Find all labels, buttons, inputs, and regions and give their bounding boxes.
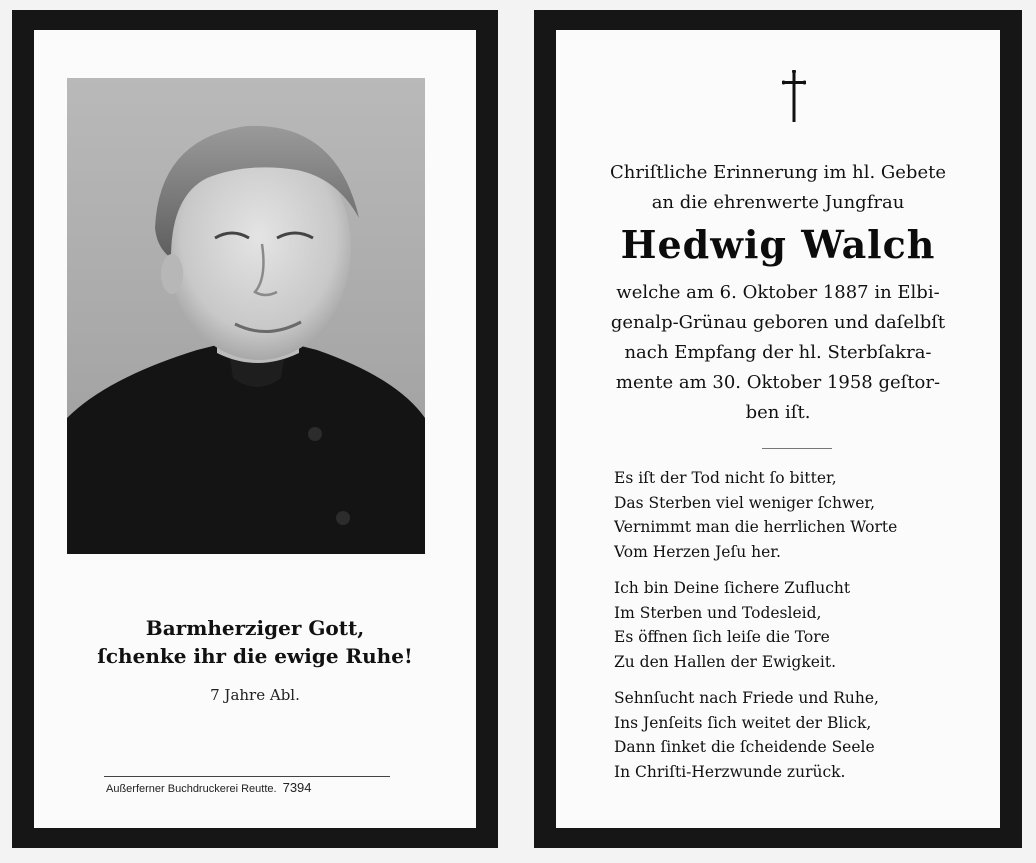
poem	[614, 466, 980, 796]
poem-line: Es öffnen ſich leiſe die Tore	[614, 628, 830, 646]
poem-stanza	[614, 466, 980, 564]
prayer-text	[34, 614, 476, 670]
section-divider	[762, 448, 832, 449]
deceased-name: Hedwig Walch	[620, 222, 936, 267]
printer-imprint	[106, 780, 396, 795]
poem-line: Das Sterben viel weniger ſchwer,	[614, 493, 876, 512]
poem-stanza	[614, 576, 980, 674]
bio-line: mente am 30. Oktober 1958 geſtor-	[615, 372, 941, 393]
portrait-image	[67, 78, 425, 554]
poem-line: Vom Herzen Jeſu her.	[614, 542, 781, 561]
card-paper-right	[556, 30, 1000, 828]
poem-line: Ins Jenſeits ſich weitet der Blick,	[614, 713, 872, 732]
poem-line: Es iſt der Tod nicht ſo bitter,	[614, 469, 837, 487]
biography-text	[586, 278, 970, 428]
bio-line: genalp-Grünau geboren und daſelbſt	[610, 312, 946, 333]
indulgence-note: 7 Jahre Abl.	[210, 686, 300, 704]
poem-line: Im Sterben und Todesleid,	[614, 603, 822, 622]
latin-cross-icon	[782, 70, 806, 122]
bio-line: welche am 6. Oktober 1887 in Elbi-	[616, 282, 940, 303]
poem-stanza	[614, 686, 980, 784]
printer-name: Außerferner Buchdruckerei Reutte.	[106, 783, 277, 795]
memorial-card-left	[12, 10, 498, 848]
card-paper-left	[34, 30, 476, 828]
memorial-card-right	[534, 10, 1022, 848]
portrait-photo	[67, 78, 425, 554]
poem-line: In Chriſti-Herzwunde zurück.	[614, 762, 846, 781]
bio-line: ben iſt.	[745, 402, 811, 423]
prayer-line: Barmherziger Gott,	[145, 616, 365, 640]
printer-divider	[104, 776, 390, 777]
intro-line: an die ehrenwerte Jungfrau	[651, 192, 905, 213]
printer-number: 7394	[282, 780, 312, 795]
intro-line: Chriſtliche Erinnerung im hl. Gebete	[610, 162, 946, 183]
poem-line: Zu den Hallen der Ewigkeit.	[614, 652, 837, 671]
poem-line: Sehnſucht nach Friede und Ruhe,	[614, 689, 879, 707]
prayer-line: ſchenke ihr die ewige Ruhe!	[97, 644, 413, 668]
poem-line: Dann ſinket die ſcheidende Seele	[614, 738, 875, 756]
poem-line: Vernimmt man die herrlichen Worte	[614, 518, 898, 536]
intro-text	[556, 158, 1000, 218]
bio-line: nach Empfang der hl. Sterbſakra-	[624, 342, 932, 363]
poem-line: Ich bin Deine ſichere Zuflucht	[614, 579, 851, 597]
